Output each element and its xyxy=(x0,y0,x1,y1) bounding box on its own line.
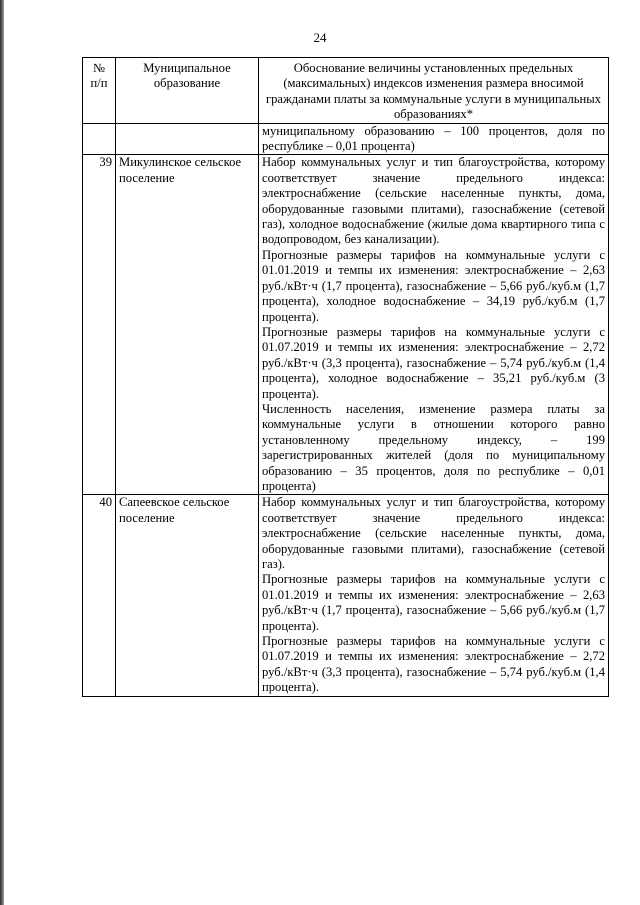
row-justification xyxy=(259,155,609,495)
row-num: 39 xyxy=(83,155,116,495)
justification-paragraph: Прогнозные размеры тарифов на коммунальные услуги с 01.01.2019 и темпы их изменения: электроснабжение – 2,63 руб./кВт·ч (1,7 процента), газоснабжение – 5,66 руб./куб.м (1,7 процента). xyxy=(262,572,605,633)
row-municipality: Микулинское сельское поселение xyxy=(116,155,259,495)
justification-paragraph: Набор коммунальных услуг и тип благоустройства, которому соответствует значение предельного индекса: электроснабжение (сельские населенные пункты, дома, оборудованные газовыми плитами), газоснабжение (сетевой газ). xyxy=(262,495,605,571)
justification-paragraph: Численность населения, изменение размера платы за коммунальные услуги в отношении которого равно установленному предельному индексу, – 199 зарегистрированных жителей (доля по муниципальному образованию – 35 процентов, доля по республике – 0,01 процента) xyxy=(262,401,605,493)
row-municipality xyxy=(116,123,259,155)
table-row xyxy=(83,155,609,495)
scan-edge xyxy=(0,0,4,905)
header-municipality: Муниципальное образование xyxy=(116,58,259,124)
justification-paragraph: муниципальному образованию – 100 процентов, доля по республике – 0,01 процента) xyxy=(262,123,605,154)
row-num xyxy=(83,123,116,155)
header-justification: Обоснование величины установленных предельных (максимальных) индексов изменения размера вносимой гражданами платы за коммунальные услуги в муниципальных образованиях* xyxy=(259,58,609,124)
table-row xyxy=(83,495,609,696)
table-header-row xyxy=(83,58,609,124)
row-justification xyxy=(259,495,609,696)
page-number: 24 xyxy=(313,30,327,45)
justification-paragraph: Набор коммунальных услуг и тип благоустройства, которому соответствует значение предельного индекса: электроснабжение (сельские населенные пункты, дома, оборудованные газовыми плитами), газоснабжение (сетевой газ), холодное водоснабжение (жилые дома квартирного типа с водопроводом, без канализации). xyxy=(262,155,605,247)
justification-paragraph: Прогнозные размеры тарифов на коммунальные услуги с 01.07.2019 и темпы их изменения: электроснабжение – 2,72 руб./кВт·ч (3,3 процента), газоснабжение – 5,74 руб./куб.м (1,4 процента), холодное водоснабжение – 35,21 руб./куб.м (3 процента). xyxy=(262,324,605,401)
row-justification xyxy=(259,123,609,155)
justification-paragraph: Прогнозные размеры тарифов на коммунальные услуги с 01.01.2019 и темпы их изменения: электроснабжение – 2,63 руб./кВт·ч (1,7 процента), газоснабжение – 5,66 руб./куб.м (1,7 процента), холодное водоснабжение – 34,19 руб./куб.м (1,7 процента). xyxy=(262,247,605,324)
justification-paragraph: Прогнозные размеры тарифов на коммунальные услуги с 01.07.2019 и темпы их изменения: электроснабжение – 2,72 руб./кВт·ч (3,3 процента), газоснабжение – 5,74 руб./куб.м (1,4 процента). xyxy=(262,634,605,695)
table-row xyxy=(83,123,609,155)
row-num: 40 xyxy=(83,495,116,696)
header-num: № п/п xyxy=(83,58,116,124)
row-municipality: Сапеевское сельское поселение xyxy=(116,495,259,696)
tariff-justification-table xyxy=(82,57,609,697)
